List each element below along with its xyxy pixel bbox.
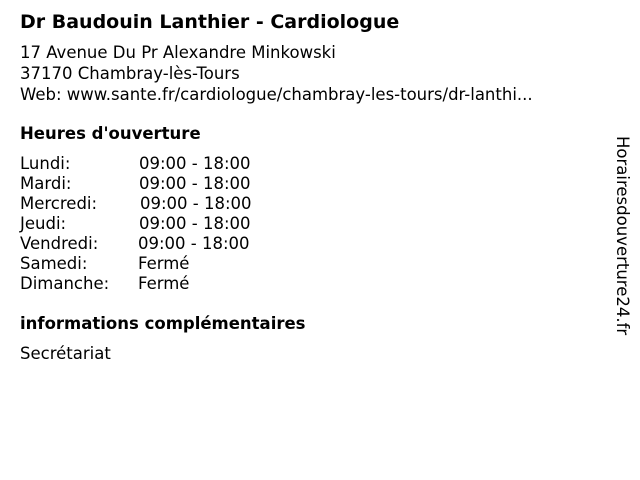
- address-street: 17 Avenue Du Pr Alexandre Minkowski: [20, 43, 336, 62]
- day-label: Dimanche:: [20, 274, 110, 293]
- doctor-title: Dr Baudouin Lanthier - Cardiologue: [20, 11, 400, 33]
- additional-info-heading: informations complémentaires: [20, 314, 306, 333]
- additional-info-text: Secrétariat: [20, 344, 111, 363]
- hours-row-friday: [20, 234, 320, 254]
- hours-row-saturday: [20, 254, 320, 274]
- hours-row-sunday: [20, 274, 320, 294]
- address-city: 37170 Chambray-lès-Tours: [20, 64, 240, 83]
- day-label: Lundi:: [20, 154, 71, 173]
- website-link[interactable]: Web: www.sante.fr/cardiologue/chambray-les-tours/dr-lanthi...: [20, 85, 533, 104]
- day-hours: 09:00 - 18:00: [139, 174, 251, 193]
- opening-hours-heading: Heures d'ouverture: [20, 124, 201, 143]
- day-label: Vendredi:: [20, 234, 99, 253]
- hours-row-monday: [20, 154, 320, 174]
- day-label: Mardi:: [20, 174, 72, 193]
- day-label: Samedi:: [20, 254, 88, 273]
- day-label: Mercredi:: [20, 194, 98, 213]
- day-hours: 09:00 - 18:00: [139, 154, 251, 173]
- day-label: Jeudi:: [20, 214, 67, 233]
- hours-row-wednesday: [20, 194, 320, 214]
- site-watermark: Horairesdouverture24.fr: [613, 136, 632, 336]
- hours-row-thursday: [20, 214, 320, 234]
- hours-row-tuesday: [20, 174, 320, 194]
- day-hours: 09:00 - 18:00: [138, 234, 250, 253]
- day-hours: 09:00 - 18:00: [140, 194, 252, 213]
- day-hours: Fermé: [138, 274, 190, 293]
- day-hours: 09:00 - 18:00: [139, 214, 251, 233]
- day-hours: Fermé: [138, 254, 190, 273]
